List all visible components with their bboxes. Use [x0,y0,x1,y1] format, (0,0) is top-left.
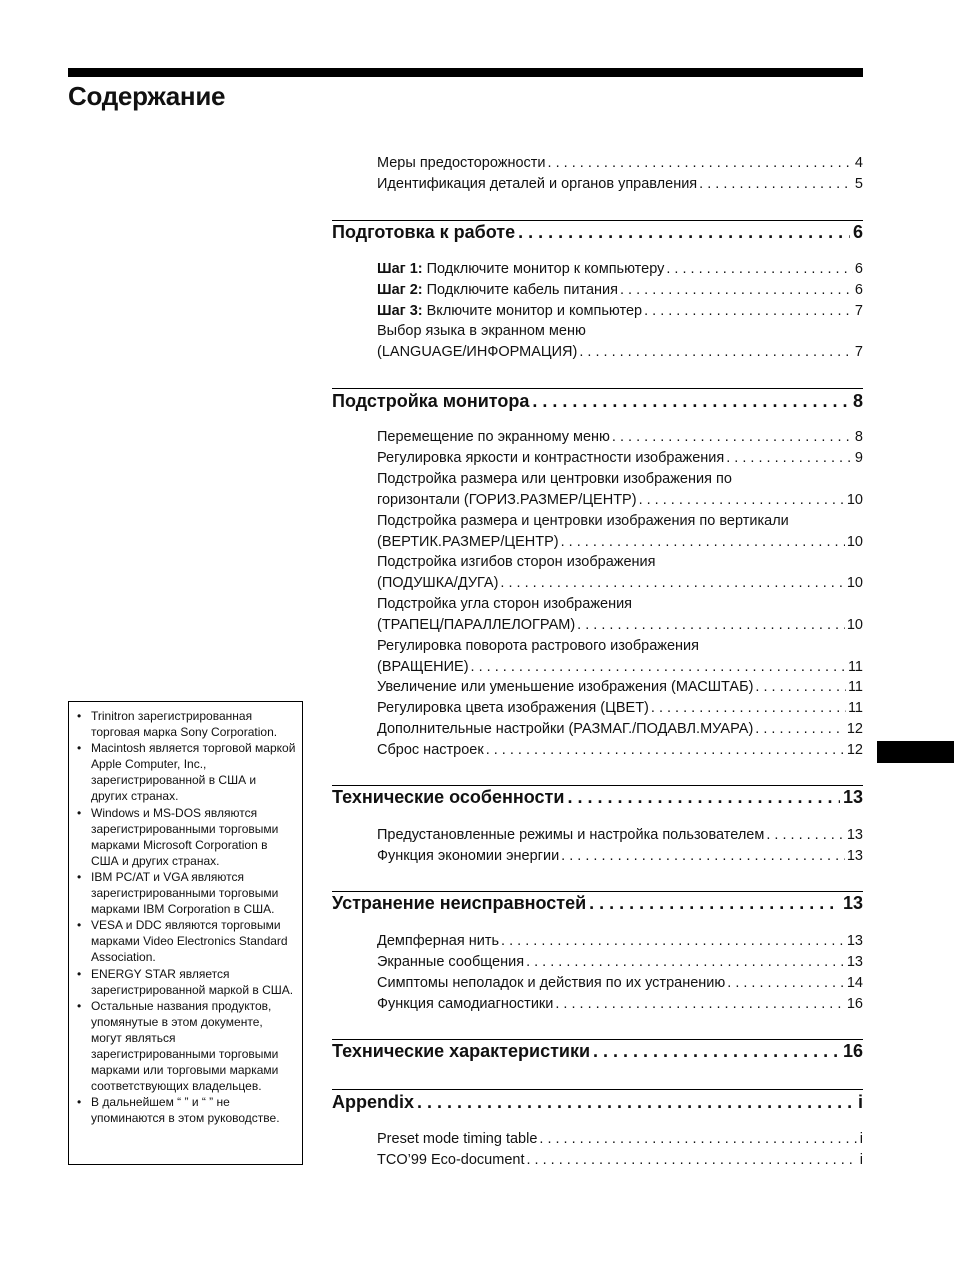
toc-entry-page: 13 [846,954,863,970]
toc-entry-first-line: Подстройка угла сторон изображения [377,596,633,612]
toc-entry-label: Регулировка яркости и контрастности изображения [377,450,725,466]
trademark-notes-box [68,701,303,1165]
toc-entry-label: Симптомы неполадок и действия по их устранению [377,975,726,991]
trademark-note: • IBM PC/AT и VGA являются зарегистрированными торговыми марками IBM Corporation в США. [77,869,296,917]
dot-leader [644,303,853,320]
dot-leader [620,282,853,299]
toc-entry-page: 12 [846,742,863,758]
dot-leader [699,176,853,193]
toc-entry-page: i [859,1152,863,1168]
dot-leader [539,1131,857,1148]
toc-entry[interactable] [377,429,863,446]
toc-entry-label: Меры предосторожности [377,155,546,171]
toc-section-page: 13 [842,893,863,913]
toc-entry[interactable] [377,617,863,634]
toc-entry-label: Идентификация деталей и органов управления [377,176,698,192]
toc-entry-label [377,282,618,299]
toc-entry[interactable] [377,282,863,299]
toc-entry-label: Перемещение по экранному меню [377,429,610,445]
dot-leader [526,954,845,971]
toc-section-heading[interactable] [332,222,863,243]
toc-entry[interactable] [377,1131,863,1148]
toc-entry-label: (ТРАПЕЦ/ПАРАЛЛЕЛОГРАМ) [377,617,576,633]
toc-entry-page: 10 [846,534,863,550]
toc-entry[interactable] [377,954,863,971]
toc-entry[interactable] [377,659,863,676]
section-divider [332,388,863,389]
page-title: Содержание [68,81,226,111]
toc-entry[interactable] [377,303,863,320]
toc-entry-page: i [859,1131,863,1147]
dot-leader [561,534,845,551]
toc-entry[interactable] [377,450,863,467]
toc-entry-label: Функция самодиагностики [377,996,554,1012]
toc-section-heading[interactable] [332,787,863,808]
toc-entry-label: (ПОДУШКА/ДУГА) [377,575,499,591]
dot-leader [612,429,853,446]
toc-entry[interactable] [377,344,863,361]
toc-entry-label: Дополнительные настройки (РАЗМАГ./ПОДАВЛ.МУАРА) [377,721,754,737]
dot-leader [726,450,853,467]
trademark-note: • Windows и MS-DOS являются зарегистрированными торговыми марками Microsoft Corporation в США и других странах. [77,805,296,869]
toc-entry-label: Увеличение или уменьшение изображения (МАСШТАБ) [377,679,754,695]
dot-leader [577,617,845,634]
toc-entry-page: 10 [846,575,863,591]
dot-leader [471,659,846,676]
toc-entry-label: Preset mode timing table [377,1131,538,1147]
toc-entry-page: 7 [854,344,863,360]
toc-entry[interactable] [377,155,863,172]
toc-entry-first-line: Выбор языка в экранном меню [377,323,586,339]
toc-section-title: Технические особенности [332,787,565,807]
trademark-note: • Trinitron зарегистрированная торговая марка Sony Corporation. [77,708,296,740]
toc-entry-page: 13 [846,848,863,864]
dot-leader [500,575,844,592]
dot-leader [417,1092,855,1113]
dot-leader [532,391,850,412]
toc-entry-page: 6 [854,282,863,298]
toc-entry-label [377,303,642,320]
toc-entry-page: 7 [854,303,863,319]
dot-leader [555,996,845,1013]
trademark-note: • В дальнейшем “ ” и “ ” не упоминаются в этом руководстве. [77,1094,296,1126]
toc-entry-page: 11 [847,700,863,716]
toc-section-heading[interactable] [332,1041,863,1062]
toc-entry-label: Экранные сообщения [377,954,525,970]
dot-leader [666,261,853,278]
toc-entry-label: (ВЕРТИК.РАЗМЕР/ЦЕНТР) [377,534,559,550]
dot-leader [651,700,846,717]
dot-leader [755,679,846,696]
toc-entry-page: 12 [846,721,863,737]
toc-entry-label: (ВРАЩЕНИЕ) [377,659,469,675]
toc-entry[interactable] [377,933,863,950]
toc-entry[interactable] [377,492,863,509]
toc-entry-step: Шаг 3: [377,303,423,319]
toc-entry[interactable] [377,827,863,844]
dot-leader [727,975,845,992]
section-divider [332,1039,863,1040]
toc-entry[interactable] [377,721,863,738]
toc-entry-label: Регулировка цвета изображения (ЦВЕТ) [377,700,649,716]
toc-entry-page: 4 [854,155,863,171]
toc-section-heading[interactable] [332,1092,863,1113]
title-rule-bar [68,68,863,77]
toc-entry-page: 10 [846,617,863,633]
toc-entry-label-text: Подключите кабель питания [422,282,618,298]
toc-section-page: 8 [852,391,863,411]
toc-entry[interactable] [377,848,863,865]
toc-entry[interactable] [377,975,863,992]
toc-entry-page: 10 [846,492,863,508]
toc-entry-label: (LANGUAGE/ИНФОРМАЦИЯ) [377,344,578,360]
toc-entry-label: TCO’99 Eco-document [377,1152,525,1168]
toc-entry-label: Предустановленные режимы и настройка пользователем [377,827,765,843]
toc-section-heading[interactable] [332,391,863,412]
toc-entry[interactable] [377,176,863,193]
toc-entry-page: 13 [846,933,863,949]
dot-leader [589,893,840,914]
toc-section-page: 13 [842,787,863,807]
toc-entry-label: Демпферная нить [377,933,500,949]
dot-leader [561,848,845,865]
section-divider [332,220,863,221]
toc-entry[interactable] [377,742,863,759]
toc-section-title: Appendix [332,1092,415,1112]
toc-entry-first-line: Подстройка размера или центровки изображения по [377,471,732,487]
dot-leader [526,1152,857,1169]
toc-entry-page: 13 [846,827,863,843]
toc-entry-page: 8 [854,429,863,445]
toc-section-title: Устранение неисправностей [332,893,587,913]
dot-leader [518,222,850,243]
section-tab-marker [877,741,954,763]
section-divider [332,891,863,892]
dot-leader [755,721,845,738]
toc-section-title: Подготовка к работе [332,222,516,242]
toc-entry[interactable] [377,534,863,551]
trademark-notes-list [69,702,302,1126]
toc-entry-first-line: Подстройка изгибов сторон изображения [377,554,656,570]
dot-leader [593,1041,840,1062]
dot-leader [501,933,845,950]
toc-entry-label: горизонтали (ГОРИЗ.РАЗМЕР/ЦЕНТР) [377,492,637,508]
trademark-note: • ENERGY STAR является зарегистрированной маркой в США. [77,966,296,998]
toc-entry-label-text: Включите монитор и компьютер [422,303,643,319]
toc-entry-label: Функция экономии энергии [377,848,560,864]
dot-leader [766,827,845,844]
toc-section-title: Подстройка монитора [332,391,530,411]
dot-leader [486,742,845,759]
dot-leader [639,492,845,509]
dot-leader [548,155,853,172]
toc-entry-step: Шаг 1: [377,261,423,277]
toc-entry-page: 11 [847,679,863,695]
trademark-note: • Остальные названия продуктов, упомянутые в этом документе, могут являться зарегистрированными торговыми марками или торговыми марками соответствующих владельцев. [77,998,296,1095]
toc-entry-first-line: Регулировка поворота растрового изображения [377,638,699,654]
toc-section-page: 6 [852,222,863,242]
toc-entry-label: Сброс настроек [377,742,484,758]
toc-entry-label-text: Подключите монитор к компьютеру [422,261,665,277]
toc-entry[interactable] [377,996,863,1013]
toc-entry-page: 14 [846,975,863,991]
toc-entry-label [377,261,664,278]
toc-entry-page: 6 [854,261,863,277]
toc-entry[interactable] [377,679,863,696]
toc-section-title: Технические характеристики [332,1041,591,1061]
dot-leader [567,787,840,808]
toc-entry[interactable] [377,575,863,592]
toc-section-page: i [857,1092,863,1112]
toc-entry[interactable] [377,261,863,278]
section-divider [332,785,863,786]
toc-entry[interactable] [377,700,863,717]
toc-entry-page: 11 [847,659,863,675]
toc-section-page: 16 [842,1041,863,1061]
toc-entry-page: 16 [846,996,863,1012]
toc-section-heading[interactable] [332,893,863,914]
toc-entry[interactable] [377,1152,863,1169]
toc-entry-page: 9 [854,450,863,466]
toc-entry-first-line: Подстройка размера и центровки изображения по вертикали [377,513,789,529]
section-divider [332,1089,863,1090]
toc-entry-step: Шаг 2: [377,282,423,298]
trademark-note: • VESA и DDC являются торговыми марками Video Electronics Standard Association. [77,917,296,965]
toc-entry-page: 5 [854,176,863,192]
trademark-note: • Macintosh является торговой маркой Apple Computer, Inc., зарегистрированной в США и других странах. [77,740,296,804]
dot-leader [579,344,853,361]
